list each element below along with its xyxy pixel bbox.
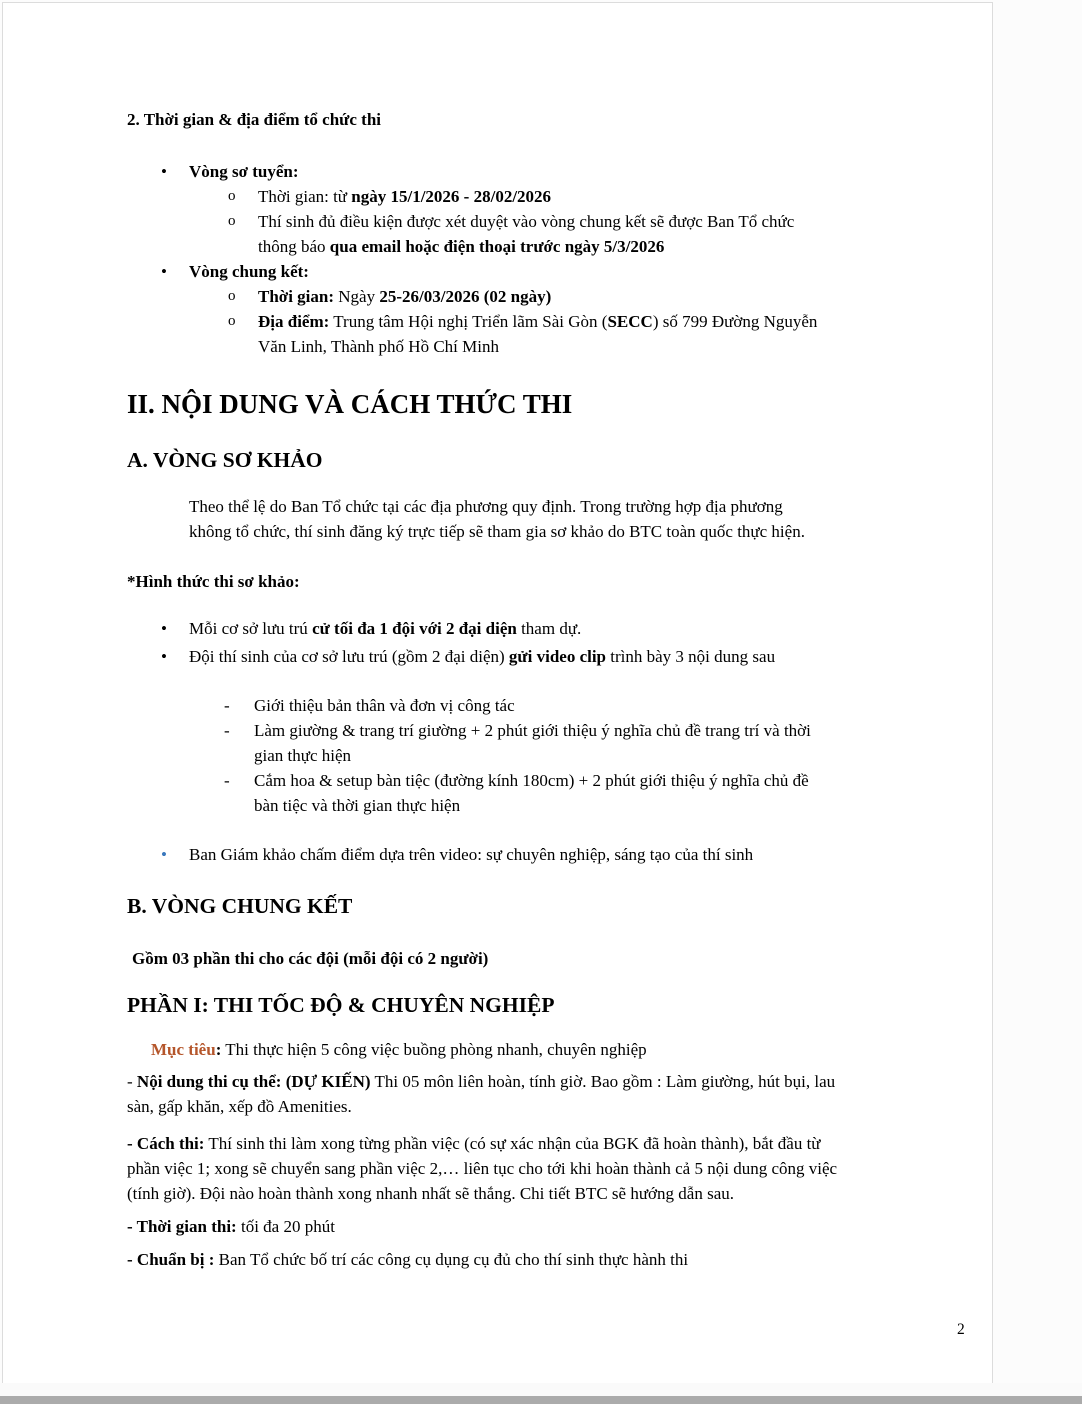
text-run: Thời gian: từ xyxy=(258,187,352,206)
blk-heading-a xyxy=(127,447,995,474)
text-run: - Cách thi: xyxy=(127,1134,205,1153)
document-content xyxy=(127,107,995,1272)
blk-doi-thi-sinh xyxy=(127,644,995,669)
text-run: gửi video clip xyxy=(508,647,607,666)
text-run: ) số 799 Đường Nguyễn xyxy=(652,312,818,331)
list-item-text xyxy=(189,159,299,184)
text-run: *Hình thức thi sơ khảo: xyxy=(127,572,300,591)
dash-marker: - xyxy=(224,696,230,715)
list-item-text xyxy=(258,284,551,309)
viewer-bottom-bar xyxy=(0,1396,1082,1404)
blk-chuan-bi xyxy=(127,1247,995,1272)
blk-cam-hoa xyxy=(127,768,995,818)
blk-gom-03 xyxy=(127,946,995,971)
text-run: bàn tiệc và thời gian thực hiện xyxy=(254,796,461,815)
text-run: B. VÒNG CHUNG KẾT xyxy=(127,894,353,918)
list-item-text xyxy=(189,259,309,284)
text-run: - Chuẩn bị : xyxy=(127,1250,215,1269)
blk-vong-chung-ket xyxy=(127,259,995,284)
text-run: Vòng sơ tuyển: xyxy=(189,162,299,181)
text-run: - Thời gian thi: xyxy=(127,1217,237,1236)
dash-marker: - xyxy=(224,771,230,790)
blk-heading-ii xyxy=(127,387,995,421)
text-run: gian thực hiện xyxy=(254,746,352,765)
blk-lam-giuong xyxy=(127,718,995,768)
text-run: thông báo xyxy=(258,237,330,256)
list-item-text xyxy=(254,718,811,768)
text-run: Ngày xyxy=(334,287,380,306)
bullet-marker: • xyxy=(161,647,167,666)
text-run: trình bày 3 nội dung sau xyxy=(606,647,776,666)
bullet-marker: o xyxy=(228,313,236,329)
document-page xyxy=(2,2,993,1383)
text-run: Ban Tổ chức bố trí các công cụ dụng cụ đủ cho thí sinh thực hành thi xyxy=(214,1250,689,1269)
text-run: : xyxy=(215,1040,222,1059)
blk-cach-thi xyxy=(127,1131,995,1206)
blk-para-theo-the-le xyxy=(127,494,995,544)
blk-thoi-gian-chung-ket xyxy=(127,284,995,309)
accent-text: Mục tiêu xyxy=(151,1040,216,1059)
text-run: 25-26/03/2026 (02 ngày) xyxy=(379,287,552,306)
blk-muc-tieu xyxy=(127,1037,995,1062)
bullet-marker: o xyxy=(228,288,236,304)
list-item-text xyxy=(254,768,809,818)
text-run: Đội thí sinh của cơ sở lưu trú (gồm 2 đại diện) xyxy=(189,647,509,666)
text-run: tối đa 20 phút xyxy=(236,1217,335,1236)
text-run: Ban Giám khảo chấm điểm dựa trên video: sự chuyên nghiệp, sáng tạo của thí sinh xyxy=(189,845,754,864)
blk-thi-sinh-dieu-kien xyxy=(127,209,995,259)
bullet-marker: • xyxy=(161,262,167,281)
text-run: ngày 15/1/2026 - 28/02/2026 xyxy=(351,187,552,206)
text-run: Địa điểm: xyxy=(258,312,330,331)
text-run: không tổ chức, thí sinh đăng ký trực tiếp sẽ tham gia sơ khảo do BTC toàn quốc thực hiện. xyxy=(189,522,805,541)
text-run: cử tối đa 1 đội với 2 đại diện xyxy=(312,619,517,638)
text-run: sàn, gấp khăn, xếp đồ Amenities. xyxy=(127,1097,352,1116)
text-run: Thí sinh thi làm xong từng phần việc (có sự xác nhận của BGK đã hoàn thành), bắt đầu từ xyxy=(204,1134,821,1153)
list-item-text xyxy=(189,616,581,641)
text-run: Vòng chung kết: xyxy=(189,262,309,281)
page-gap xyxy=(0,1383,1082,1396)
text-run: phần việc 1; xong sẽ chuyển sang phần việc 2,… liên tục cho tới khi hoàn thành cả 5 nội dung công việc xyxy=(127,1159,838,1178)
text-run: tham dự. xyxy=(516,619,582,638)
blk-dia-diem xyxy=(127,309,995,359)
text-run: Thi 05 môn liên hoàn, tính giờ. Bao gồm : Làm giường, hút bụi, lau xyxy=(370,1072,836,1091)
text-run: Mỗi cơ sở lưu trú xyxy=(189,619,313,638)
text-run: Thời gian: xyxy=(258,287,335,306)
blk-title xyxy=(127,107,995,132)
text-run: 2. Thời gian & địa điểm tổ chức thi xyxy=(127,110,382,129)
bullet-marker: • xyxy=(161,619,167,638)
text-run: SECC xyxy=(607,312,653,331)
list-item-text xyxy=(189,644,775,669)
text-run: II. NỘI DUNG VÀ CÁCH THỨC THI xyxy=(127,389,573,419)
blk-vong-so-tuyen xyxy=(127,159,995,184)
dash-marker: - xyxy=(224,721,230,740)
text-run: Làm giường & trang trí giường + 2 phút giới thiệu ý nghĩa chủ đề trang trí và thời xyxy=(254,721,811,740)
text-run: PHẦN I: THI TỐC ĐỘ & CHUYÊN NGHIỆP xyxy=(127,993,555,1017)
blk-thoi-gian-so-tuyen xyxy=(127,184,995,209)
blk-moi-co-so xyxy=(127,616,995,641)
text-run: qua email hoặc điện thoại trước ngày 5/3/2026 xyxy=(329,237,665,256)
blk-heading-b xyxy=(127,893,995,920)
text-run: Cắm hoa & setup bàn tiệc (đường kính 180cm) + 2 phút giới thiệu ý nghĩa chủ đề xyxy=(254,771,809,790)
blk-gioi-thieu xyxy=(127,693,995,718)
list-item-text xyxy=(254,693,515,718)
blk-hinh-thuc xyxy=(127,569,995,594)
text-run: (tính giờ). Đội nào hoàn thành xong nhanh nhất sẽ thắng. Chi tiết BTC sẽ hướng dẫn sau. xyxy=(127,1184,734,1203)
bullet-marker: • xyxy=(161,162,167,181)
text-run: Trung tâm Hội nghị Triển lãm Sài Gòn ( xyxy=(329,312,608,331)
text-run: Theo thể lệ do Ban Tổ chức tại các địa phương quy định. Trong trường hợp địa phương xyxy=(189,497,783,516)
blk-noi-dung xyxy=(127,1069,995,1119)
bullet-marker: • xyxy=(161,845,167,864)
list-item-text xyxy=(258,309,817,359)
text-run: Văn Linh, Thành phố Hồ Chí Minh xyxy=(258,337,499,356)
page-number: 2 xyxy=(957,1321,965,1338)
text-run: Giới thiệu bản thân và đơn vị công tác xyxy=(254,696,515,715)
text-run: - xyxy=(127,1072,137,1091)
list-item-text xyxy=(258,184,551,209)
text-run: Gồm 03 phần thi cho các đội (mỗi đội có 2 người) xyxy=(132,949,489,968)
text-run: Thí sinh đủ điều kiện được xét duyệt vào vòng chung kết sẽ được Ban Tổ chức xyxy=(258,212,795,231)
bullet-marker: o xyxy=(228,213,236,229)
text-run: A. VÒNG SƠ KHẢO xyxy=(127,448,323,472)
blk-ban-giam-khao xyxy=(127,842,995,867)
blk-thoi-gian-thi xyxy=(127,1214,995,1239)
text-run: Thi thực hiện 5 công việc buồng phòng nhanh, chuyên nghiệp xyxy=(221,1040,647,1059)
bullet-marker: o xyxy=(228,188,236,204)
list-item-text xyxy=(189,842,753,867)
text-run: Nội dung thi cụ thể: (DỰ KIẾN) xyxy=(136,1072,371,1091)
list-item-text xyxy=(258,209,794,259)
blk-heading-phan-i xyxy=(127,992,995,1019)
